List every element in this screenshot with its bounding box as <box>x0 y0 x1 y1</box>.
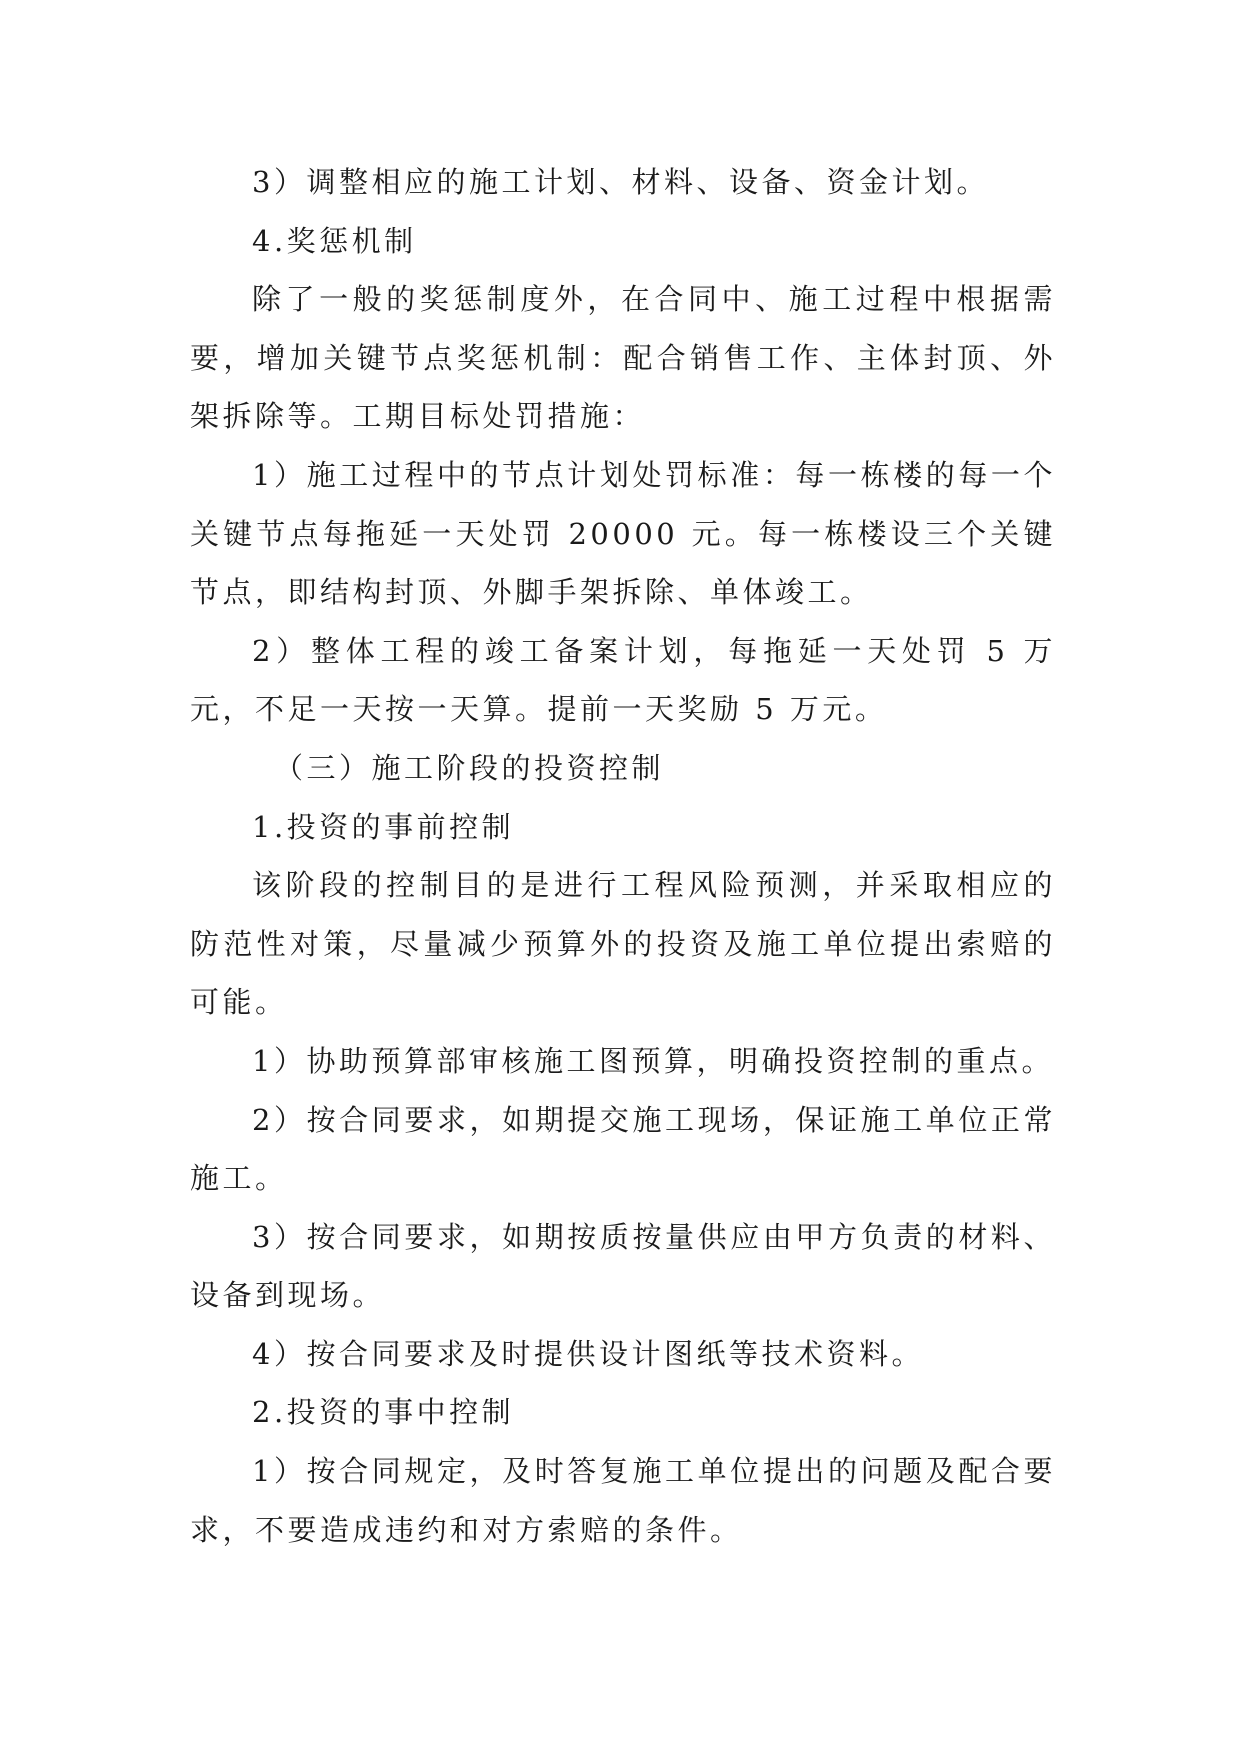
paragraph-item-3: 3）调整相应的施工计划、材料、设备、资金计划。 <box>252 165 989 199</box>
subheading-pre-control: 1.投资的事前控制 <box>252 809 515 844</box>
paragraph-pre-control-purpose: 该阶段的控制目的是进行工程风险预测，并采取相应的防范性对策，尽量减少预算外的投资及施工单位提出索赔的可能。 <box>190 868 1056 1020</box>
paragraph-pre-control-item-1: 1）协助预算部审核施工图预算，明确投资控制的重点。 <box>252 1043 1054 1078</box>
paragraph-item-2-completion-penalty: 2）整体工程的竣工备案计划，每拖延一天处罚 5 万元，不足一天按一天算。提前一天奖励 5 万元。 <box>190 633 1056 727</box>
paragraph-item-1-node-penalty: 1）施工过程中的节点计划处罚标准：每一栋楼的每一个关键节点每拖延一天处罚 20000 元。每一栋楼设三个关键节点，即结构封顶、外脚手架拆除、单体竣工。 <box>190 457 1056 610</box>
section-heading-reward-penalty: 4.奖惩机制 <box>252 223 417 258</box>
paragraph-pre-control-item-4: 4）按合同要求及时提供设计图纸等技术资料。 <box>252 1336 924 1371</box>
subheading-in-process-control: 2.投资的事中控制 <box>252 1395 515 1430</box>
document-page <box>190 153 1056 1559</box>
paragraph-pre-control-item-2: 2）按合同要求，如期提交施工现场，保证施工单位正常施工。 <box>190 1102 1056 1196</box>
paragraph-reward-penalty-intro: 除了一般的奖惩制度外，在合同中、施工过程中根据需要，增加关键节点奖惩机制：配合销售工作、主体封顶、外架拆除等。工期目标处罚措施： <box>190 282 1056 434</box>
paragraph-pre-control-item-3: 3）按合同要求，如期按质按量供应由甲方负责的材料、设备到现场。 <box>190 1219 1056 1313</box>
paragraph-in-process-item-1: 1）按合同规定，及时答复施工单位提出的问题及配合要求，不要造成违约和对方索赔的条件。 <box>190 1454 1056 1547</box>
section-heading-investment-control: （三）施工阶段的投资控制 <box>274 750 665 785</box>
